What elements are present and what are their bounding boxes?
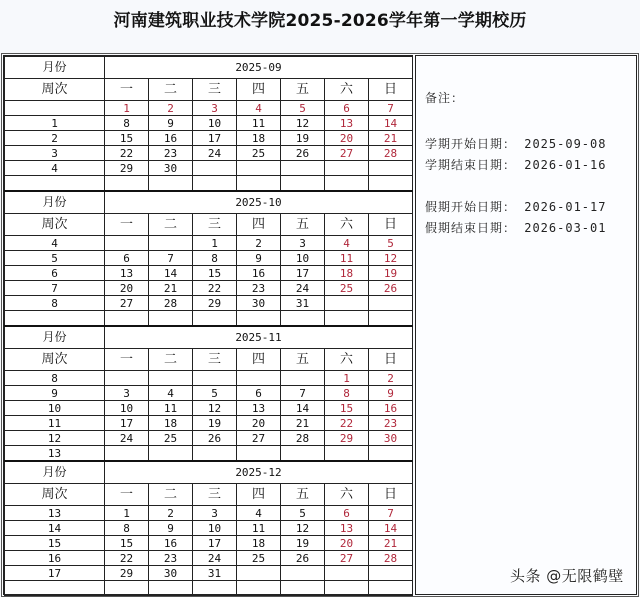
day-cell <box>369 161 413 176</box>
week-row <box>5 101 413 116</box>
day-cell: 10 <box>193 521 237 536</box>
month-label: 月份 <box>5 326 105 349</box>
day-cell: 13 <box>325 521 369 536</box>
month-header-row <box>5 57 413 79</box>
day-cell: 1 <box>105 506 149 521</box>
day-cell: 29 <box>193 296 237 311</box>
weekday-header: 三 <box>193 484 237 506</box>
weekday-header: 四 <box>237 484 281 506</box>
day-cell: 25 <box>325 281 369 296</box>
month-label: 月份 <box>5 191 105 214</box>
day-cell: 1 <box>193 236 237 251</box>
day-cell <box>149 371 193 386</box>
day-cell: 4 <box>237 506 281 521</box>
week-number: 9 <box>5 386 105 401</box>
day-cell: 31 <box>281 296 325 311</box>
day-cell <box>281 581 325 596</box>
week-row <box>5 116 413 131</box>
weekday-header: 三 <box>193 79 237 101</box>
day-cell: 30 <box>237 296 281 311</box>
day-cell: 19 <box>369 266 413 281</box>
weekday-header: 五 <box>281 484 325 506</box>
day-cell: 5 <box>281 101 325 116</box>
day-cell <box>149 311 193 327</box>
day-cell <box>281 176 325 192</box>
holiday-start-date: 假期开始日期： 2026-01-17 <box>425 200 607 214</box>
weekday-header: 二 <box>149 214 193 236</box>
day-cell: 3 <box>193 506 237 521</box>
day-cell: 18 <box>237 131 281 146</box>
weekday-header: 四 <box>237 214 281 236</box>
day-cell <box>369 296 413 311</box>
day-cell: 4 <box>237 101 281 116</box>
day-cell: 7 <box>369 101 413 116</box>
week-number: 14 <box>5 521 105 536</box>
day-cell: 12 <box>193 401 237 416</box>
day-cell: 15 <box>105 131 149 146</box>
day-cell: 26 <box>369 281 413 296</box>
week-number: 13 <box>5 446 105 462</box>
day-cell: 21 <box>369 131 413 146</box>
weekday-header: 三 <box>193 349 237 371</box>
week-row <box>5 431 413 446</box>
week-row <box>5 146 413 161</box>
day-cell: 18 <box>149 416 193 431</box>
week-number: 12 <box>5 431 105 446</box>
day-cell <box>369 566 413 581</box>
day-cell: 14 <box>149 266 193 281</box>
weekday-header: 二 <box>149 79 193 101</box>
week-row <box>5 311 413 327</box>
day-cell: 14 <box>281 401 325 416</box>
day-cell <box>193 176 237 192</box>
month-name: 2025-09 <box>105 57 413 79</box>
day-cell: 8 <box>105 521 149 536</box>
day-cell: 11 <box>325 251 369 266</box>
day-cell <box>325 296 369 311</box>
day-cell <box>281 446 325 462</box>
day-cell: 9 <box>369 386 413 401</box>
day-cell <box>237 581 281 596</box>
day-cell: 5 <box>369 236 413 251</box>
month-header-row <box>5 191 413 214</box>
day-cell: 11 <box>237 116 281 131</box>
day-cell: 24 <box>105 431 149 446</box>
weekday-header: 六 <box>325 484 369 506</box>
day-cell: 13 <box>105 266 149 281</box>
calendar-table <box>4 56 413 596</box>
day-cell: 19 <box>281 131 325 146</box>
week-row <box>5 371 413 386</box>
day-cell <box>193 581 237 596</box>
day-cell <box>325 176 369 192</box>
week-row <box>5 446 413 462</box>
day-cell: 20 <box>237 416 281 431</box>
day-cell: 26 <box>193 431 237 446</box>
day-cell: 16 <box>237 266 281 281</box>
week-label: 周次 <box>5 214 105 236</box>
day-cell: 10 <box>105 401 149 416</box>
day-cell: 15 <box>193 266 237 281</box>
day-cell: 29 <box>105 566 149 581</box>
day-cell: 25 <box>237 146 281 161</box>
day-cell <box>105 176 149 192</box>
day-cell: 7 <box>369 506 413 521</box>
day-cell: 16 <box>149 131 193 146</box>
weekday-header: 一 <box>105 484 149 506</box>
day-cell: 17 <box>193 131 237 146</box>
day-cell <box>193 161 237 176</box>
week-row <box>5 281 413 296</box>
month-label: 月份 <box>5 57 105 79</box>
day-cell: 23 <box>149 146 193 161</box>
day-cell: 13 <box>325 116 369 131</box>
week-number: 8 <box>5 371 105 386</box>
watermark: 头条 @无限鹤壁 <box>510 567 624 585</box>
day-cell <box>149 176 193 192</box>
day-cell <box>105 311 149 327</box>
day-cell: 12 <box>369 251 413 266</box>
weekday-header: 三 <box>193 214 237 236</box>
day-cell: 18 <box>237 536 281 551</box>
weekday-header: 六 <box>325 349 369 371</box>
day-cell: 23 <box>237 281 281 296</box>
day-cell: 28 <box>369 551 413 566</box>
day-cell: 11 <box>149 401 193 416</box>
day-cell <box>149 581 193 596</box>
holiday-end-date: 假期结束日期： 2026-03-01 <box>425 221 607 235</box>
day-cell: 8 <box>325 386 369 401</box>
day-cell: 10 <box>193 116 237 131</box>
day-cell: 3 <box>193 101 237 116</box>
week-number: 4 <box>5 161 105 176</box>
day-cell: 25 <box>237 551 281 566</box>
day-cell <box>105 236 149 251</box>
weekday-header-row <box>5 484 413 506</box>
day-cell: 2 <box>149 506 193 521</box>
day-cell: 24 <box>193 146 237 161</box>
weekday-header: 日 <box>369 79 413 101</box>
day-cell <box>237 161 281 176</box>
day-cell <box>105 371 149 386</box>
day-cell: 27 <box>325 146 369 161</box>
week-row <box>5 266 413 281</box>
week-number: 15 <box>5 536 105 551</box>
day-cell: 7 <box>149 251 193 266</box>
day-cell: 9 <box>149 116 193 131</box>
week-row <box>5 506 413 521</box>
day-cell <box>193 311 237 327</box>
weekday-header: 四 <box>237 79 281 101</box>
day-cell: 2 <box>369 371 413 386</box>
day-cell <box>369 446 413 462</box>
day-cell: 11 <box>237 521 281 536</box>
day-cell <box>281 371 325 386</box>
weekday-header: 四 <box>237 349 281 371</box>
week-number: 1 <box>5 116 105 131</box>
day-cell: 30 <box>149 566 193 581</box>
day-cell <box>281 566 325 581</box>
week-label: 周次 <box>5 79 105 101</box>
weekday-header: 五 <box>281 349 325 371</box>
day-cell <box>105 581 149 596</box>
day-cell <box>325 161 369 176</box>
day-cell: 19 <box>193 416 237 431</box>
week-number: 4 <box>5 236 105 251</box>
week-row <box>5 296 413 311</box>
week-row <box>5 536 413 551</box>
day-cell: 20 <box>325 536 369 551</box>
day-cell: 31 <box>193 566 237 581</box>
day-cell: 26 <box>281 551 325 566</box>
day-cell <box>325 581 369 596</box>
week-number <box>5 101 105 116</box>
month-name: 2025-11 <box>105 326 413 349</box>
day-cell <box>369 176 413 192</box>
week-number: 16 <box>5 551 105 566</box>
day-cell: 15 <box>325 401 369 416</box>
month-name: 2025-12 <box>105 461 413 484</box>
day-cell: 16 <box>149 536 193 551</box>
week-row <box>5 386 413 401</box>
day-cell: 6 <box>325 506 369 521</box>
week-number <box>5 581 105 596</box>
month-header-row <box>5 461 413 484</box>
day-cell: 22 <box>193 281 237 296</box>
weekday-header: 五 <box>281 214 325 236</box>
day-cell: 27 <box>325 551 369 566</box>
day-cell: 1 <box>105 101 149 116</box>
day-cell: 30 <box>149 161 193 176</box>
week-number: 2 <box>5 131 105 146</box>
week-row <box>5 176 413 192</box>
day-cell: 19 <box>281 536 325 551</box>
day-cell: 21 <box>149 281 193 296</box>
weekday-header: 二 <box>149 484 193 506</box>
day-cell: 6 <box>105 251 149 266</box>
week-row <box>5 401 413 416</box>
day-cell: 17 <box>105 416 149 431</box>
notes-panel <box>415 55 637 595</box>
weekday-header: 六 <box>325 214 369 236</box>
day-cell: 14 <box>369 521 413 536</box>
day-cell: 14 <box>369 116 413 131</box>
day-cell: 6 <box>325 101 369 116</box>
day-cell: 21 <box>369 536 413 551</box>
day-cell: 22 <box>105 146 149 161</box>
week-row <box>5 161 413 176</box>
weekday-header: 一 <box>105 214 149 236</box>
week-number: 11 <box>5 416 105 431</box>
day-cell: 25 <box>149 431 193 446</box>
weekday-header-row <box>5 214 413 236</box>
week-row <box>5 521 413 536</box>
day-cell: 3 <box>105 386 149 401</box>
weekday-header: 五 <box>281 79 325 101</box>
week-row <box>5 581 413 596</box>
day-cell <box>325 311 369 327</box>
week-number <box>5 176 105 192</box>
week-number: 13 <box>5 506 105 521</box>
day-cell: 24 <box>193 551 237 566</box>
week-number: 7 <box>5 281 105 296</box>
day-cell: 1 <box>325 371 369 386</box>
month-label: 月份 <box>5 461 105 484</box>
day-cell <box>369 311 413 327</box>
day-cell <box>193 371 237 386</box>
week-number: 3 <box>5 146 105 161</box>
day-cell <box>237 371 281 386</box>
week-row <box>5 551 413 566</box>
day-cell: 28 <box>281 431 325 446</box>
day-cell: 6 <box>237 386 281 401</box>
day-cell: 12 <box>281 521 325 536</box>
day-cell: 24 <box>281 281 325 296</box>
day-cell: 10 <box>281 251 325 266</box>
page-title: 河南建筑职业技术学院2025-2026学年第一学期校历 <box>113 11 527 31</box>
day-cell: 9 <box>149 521 193 536</box>
week-number: 17 <box>5 566 105 581</box>
day-cell: 23 <box>369 416 413 431</box>
day-cell: 28 <box>369 146 413 161</box>
day-cell <box>281 161 325 176</box>
day-cell: 30 <box>369 431 413 446</box>
weekday-header: 日 <box>369 214 413 236</box>
day-cell: 28 <box>149 296 193 311</box>
weekday-header-row <box>5 79 413 101</box>
weekday-header: 六 <box>325 79 369 101</box>
week-row <box>5 236 413 251</box>
day-cell: 17 <box>281 266 325 281</box>
day-cell <box>237 311 281 327</box>
weekday-header-row <box>5 349 413 371</box>
calendar-table-container <box>3 55 413 595</box>
day-cell: 22 <box>325 416 369 431</box>
day-cell: 20 <box>325 131 369 146</box>
day-cell: 16 <box>369 401 413 416</box>
week-number: 8 <box>5 296 105 311</box>
day-cell <box>149 446 193 462</box>
week-number: 6 <box>5 266 105 281</box>
day-cell: 4 <box>149 386 193 401</box>
day-cell: 17 <box>193 536 237 551</box>
day-cell: 2 <box>237 236 281 251</box>
day-cell: 2 <box>149 101 193 116</box>
day-cell <box>237 446 281 462</box>
day-cell <box>105 446 149 462</box>
term-end-date: 学期结束日期： 2026-01-16 <box>425 158 607 172</box>
day-cell: 3 <box>281 236 325 251</box>
week-row <box>5 251 413 266</box>
day-cell: 4 <box>325 236 369 251</box>
day-cell: 29 <box>325 431 369 446</box>
term-start-date: 学期开始日期： 2025-09-08 <box>425 137 607 151</box>
week-number: 10 <box>5 401 105 416</box>
day-cell <box>237 176 281 192</box>
day-cell: 27 <box>105 296 149 311</box>
day-cell: 8 <box>193 251 237 266</box>
month-name: 2025-10 <box>105 191 413 214</box>
week-row <box>5 566 413 581</box>
day-cell <box>193 446 237 462</box>
day-cell: 18 <box>325 266 369 281</box>
month-header-row <box>5 326 413 349</box>
day-cell <box>325 446 369 462</box>
week-number <box>5 311 105 327</box>
weekday-header: 日 <box>369 484 413 506</box>
day-cell <box>149 236 193 251</box>
day-cell: 29 <box>105 161 149 176</box>
weekday-header: 日 <box>369 349 413 371</box>
day-cell: 27 <box>237 431 281 446</box>
weekday-header: 一 <box>105 349 149 371</box>
day-cell: 12 <box>281 116 325 131</box>
day-cell <box>369 581 413 596</box>
week-label: 周次 <box>5 349 105 371</box>
week-row <box>5 131 413 146</box>
day-cell: 26 <box>281 146 325 161</box>
day-cell: 15 <box>105 536 149 551</box>
day-cell: 13 <box>237 401 281 416</box>
week-number: 5 <box>5 251 105 266</box>
notes-heading: 备注： <box>425 91 465 105</box>
day-cell: 8 <box>105 116 149 131</box>
day-cell <box>237 566 281 581</box>
weekday-header: 二 <box>149 349 193 371</box>
day-cell: 23 <box>149 551 193 566</box>
day-cell: 9 <box>237 251 281 266</box>
day-cell: 5 <box>281 506 325 521</box>
day-cell: 20 <box>105 281 149 296</box>
day-cell: 21 <box>281 416 325 431</box>
day-cell <box>281 311 325 327</box>
day-cell <box>325 566 369 581</box>
weekday-header: 一 <box>105 79 149 101</box>
day-cell: 5 <box>193 386 237 401</box>
day-cell: 7 <box>281 386 325 401</box>
week-row <box>5 416 413 431</box>
week-label: 周次 <box>5 484 105 506</box>
day-cell: 22 <box>105 551 149 566</box>
